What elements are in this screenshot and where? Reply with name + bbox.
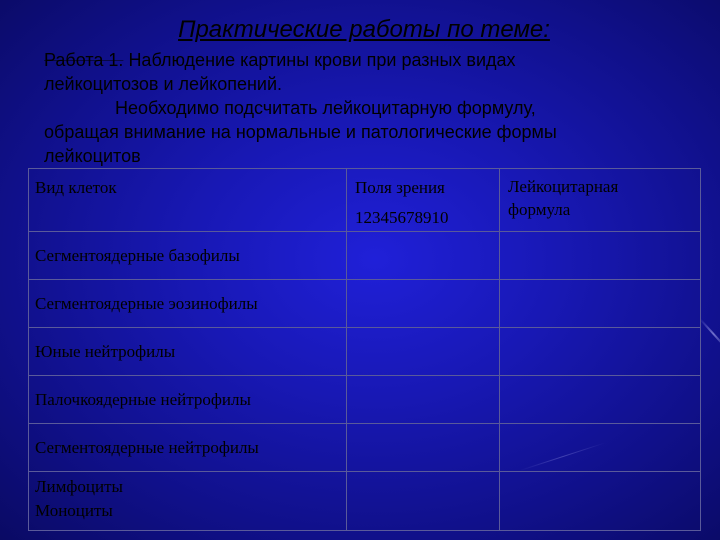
formula-cell bbox=[500, 280, 701, 328]
table-header-row bbox=[29, 169, 701, 232]
task-line-3 bbox=[44, 96, 704, 120]
task-line-2: лейкоцитозов и лейкопений. bbox=[44, 74, 283, 94]
fields-cell bbox=[347, 232, 500, 280]
formula-cell bbox=[500, 232, 701, 280]
header-fields bbox=[347, 169, 500, 232]
header-formula-line2: формула bbox=[508, 200, 571, 219]
formula-cell bbox=[500, 376, 701, 424]
task-description bbox=[44, 48, 704, 168]
page-title: Практические работы по теме: bbox=[178, 16, 550, 43]
background-streak bbox=[699, 318, 720, 349]
task-line-1 bbox=[44, 48, 704, 72]
fields-cell bbox=[347, 376, 500, 424]
task-text: Наблюдение картины крови при разных видах bbox=[128, 50, 516, 70]
header-field-numbers: 12345678910 bbox=[355, 208, 449, 227]
formula-cell bbox=[500, 472, 701, 531]
task-label: Работа 1. bbox=[44, 50, 124, 70]
header-fields-label: Поля зрения bbox=[355, 178, 445, 197]
fields-cell bbox=[347, 280, 500, 328]
row-label-monocytes: Моноциты bbox=[35, 501, 113, 520]
row-label-cell: Палочкоядерные нейтрофилы bbox=[29, 376, 347, 424]
table-row bbox=[29, 280, 701, 328]
fields-cell bbox=[347, 328, 500, 376]
leukocyte-formula-table bbox=[28, 168, 701, 531]
row-label-cell bbox=[29, 472, 347, 531]
formula-cell bbox=[500, 424, 701, 472]
table-row bbox=[29, 328, 701, 376]
task-line-4: обращая внимание на нормальные и патологические формы bbox=[44, 122, 557, 142]
row-label-cell: Сегментоядерные эозинофилы bbox=[29, 280, 347, 328]
table-row bbox=[29, 376, 701, 424]
formula-cell bbox=[500, 328, 701, 376]
row-label-cell: Сегментоядерные нейтрофилы bbox=[29, 424, 347, 472]
table-row bbox=[29, 232, 701, 280]
row-label-lymphocytes: Лимфоциты bbox=[35, 477, 123, 496]
task-line-5: лейкоцитов bbox=[44, 146, 141, 166]
row-label-cell: Сегментоядерные базофилы bbox=[29, 232, 347, 280]
header-formula bbox=[500, 169, 701, 232]
table-row bbox=[29, 472, 701, 531]
header-formula-line1: Лейкоцитарная bbox=[508, 177, 619, 196]
row-label-cell: Юные нейтрофилы bbox=[29, 328, 347, 376]
header-cell-type: Вид клеток bbox=[29, 169, 347, 232]
instruction-text: Необходимо подсчитать лейкоцитарную формулу, bbox=[115, 98, 536, 118]
fields-cell bbox=[347, 472, 500, 531]
table-row bbox=[29, 424, 701, 472]
fields-cell bbox=[347, 424, 500, 472]
